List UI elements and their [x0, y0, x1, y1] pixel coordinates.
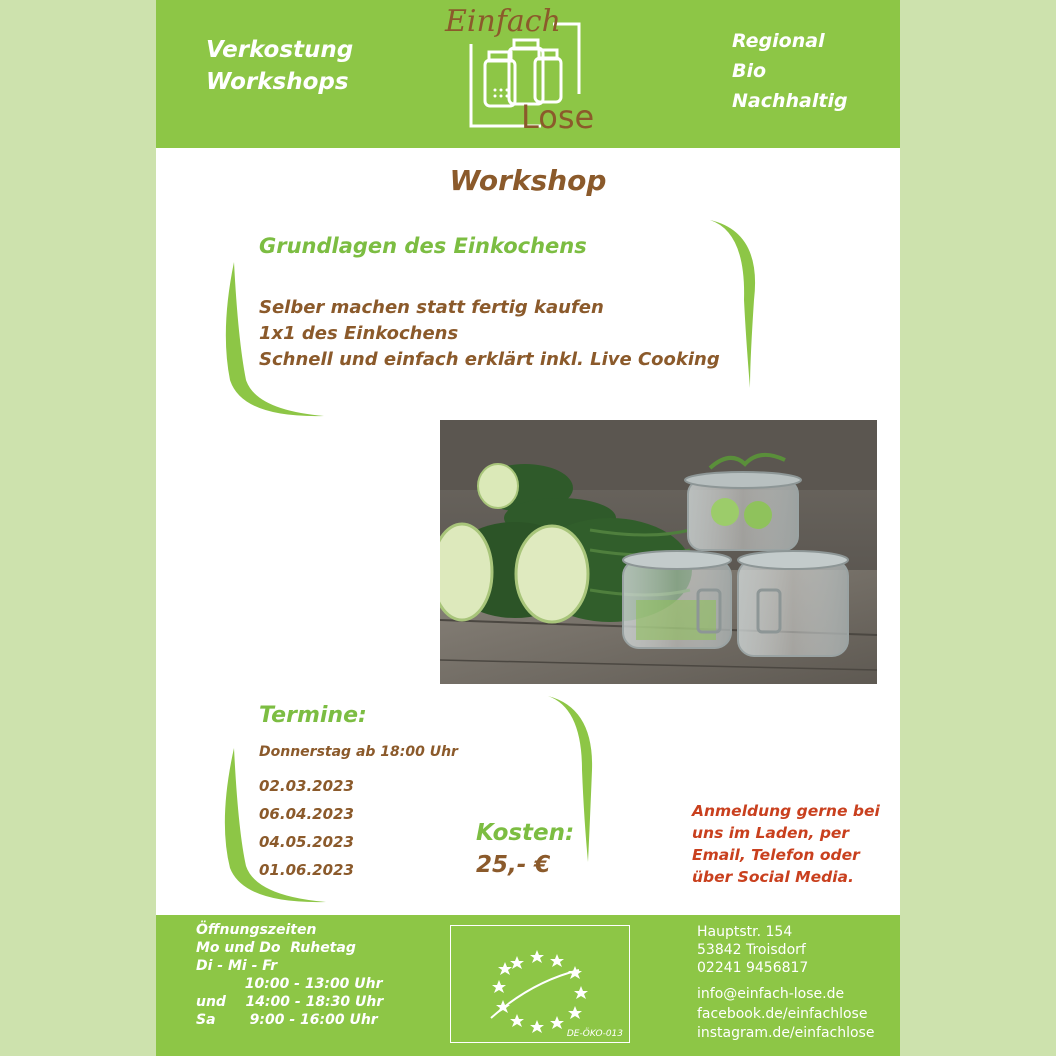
date-item: 06.04.2023 [259, 805, 354, 823]
termine-weekday: Donnerstag ab 18:00 Uhr [259, 744, 458, 760]
description-line: 1x1 des Einkochens [259, 323, 459, 344]
kosten-label: Kosten: [476, 820, 575, 846]
header-left-line: Verkostung [206, 37, 354, 63]
zucchini-jars-photo [440, 420, 877, 684]
registration-line: über Social Media. [692, 868, 854, 886]
email-address: info@einfach-lose.de [697, 986, 845, 1002]
opening-hours [196, 921, 383, 1029]
workshop-description [259, 295, 720, 373]
termine-label: Termine: [259, 703, 367, 728]
registration-line: uns im Laden, per [692, 824, 850, 842]
hours-line: Mo und Do Ruhetag [196, 940, 356, 956]
eu-organic-leaf-icon [451, 926, 629, 1042]
shop-address [697, 923, 808, 977]
header-right-line: Regional [732, 30, 825, 52]
registration-line: Email, Telefon oder [692, 846, 860, 864]
hours-line: und 14:00 - 18:30 Uhr [196, 994, 384, 1010]
date-item: 04.05.2023 [259, 833, 354, 851]
date-item: 01.06.2023 [259, 861, 354, 879]
header-right-line: Bio [732, 60, 767, 82]
instagram-link: instagram.de/einfachlose [697, 1025, 875, 1041]
footer-bar [156, 915, 900, 1056]
poster [156, 0, 900, 1056]
page-title: Workshop [449, 164, 607, 197]
workshop-subtitle: Grundlagen des Einkochens [259, 234, 587, 258]
date-item: 02.03.2023 [259, 777, 354, 795]
registration-note [692, 800, 880, 888]
hours-line: 10:00 - 13:00 Uhr [196, 976, 383, 992]
eu-organic-code: DE-ÖKO-013 [566, 1029, 623, 1039]
description-line: Selber machen statt fertig kaufen [259, 297, 604, 318]
hours-line: Sa 9:00 - 16:00 Uhr [196, 1012, 378, 1028]
facebook-link: facebook.de/einfachlose [697, 1006, 868, 1022]
date-list [259, 772, 354, 884]
description-line: Schnell und einfach erklärt inkl. Live Cooking [259, 349, 720, 370]
logo-text-lose: Lose [521, 98, 595, 136]
header-right-line: Nachhaltig [732, 90, 848, 112]
eu-organic-logo [450, 925, 630, 1043]
logo-text-einfach: Einfach [445, 4, 561, 39]
header-left-line: Workshops [206, 69, 349, 95]
hours-line: Di - Mi - Fr [196, 958, 278, 974]
registration-line: Anmeldung gerne bei [692, 802, 880, 820]
address-line: Hauptstr. 154 [697, 924, 793, 940]
online-contacts [697, 983, 874, 1043]
address-line: 53842 Troisdorf [697, 942, 806, 958]
phone-number: 02241 9456817 [697, 960, 809, 976]
kosten-price: 25,- € [476, 852, 551, 878]
hours-line: Öffnungszeiten [196, 922, 317, 938]
